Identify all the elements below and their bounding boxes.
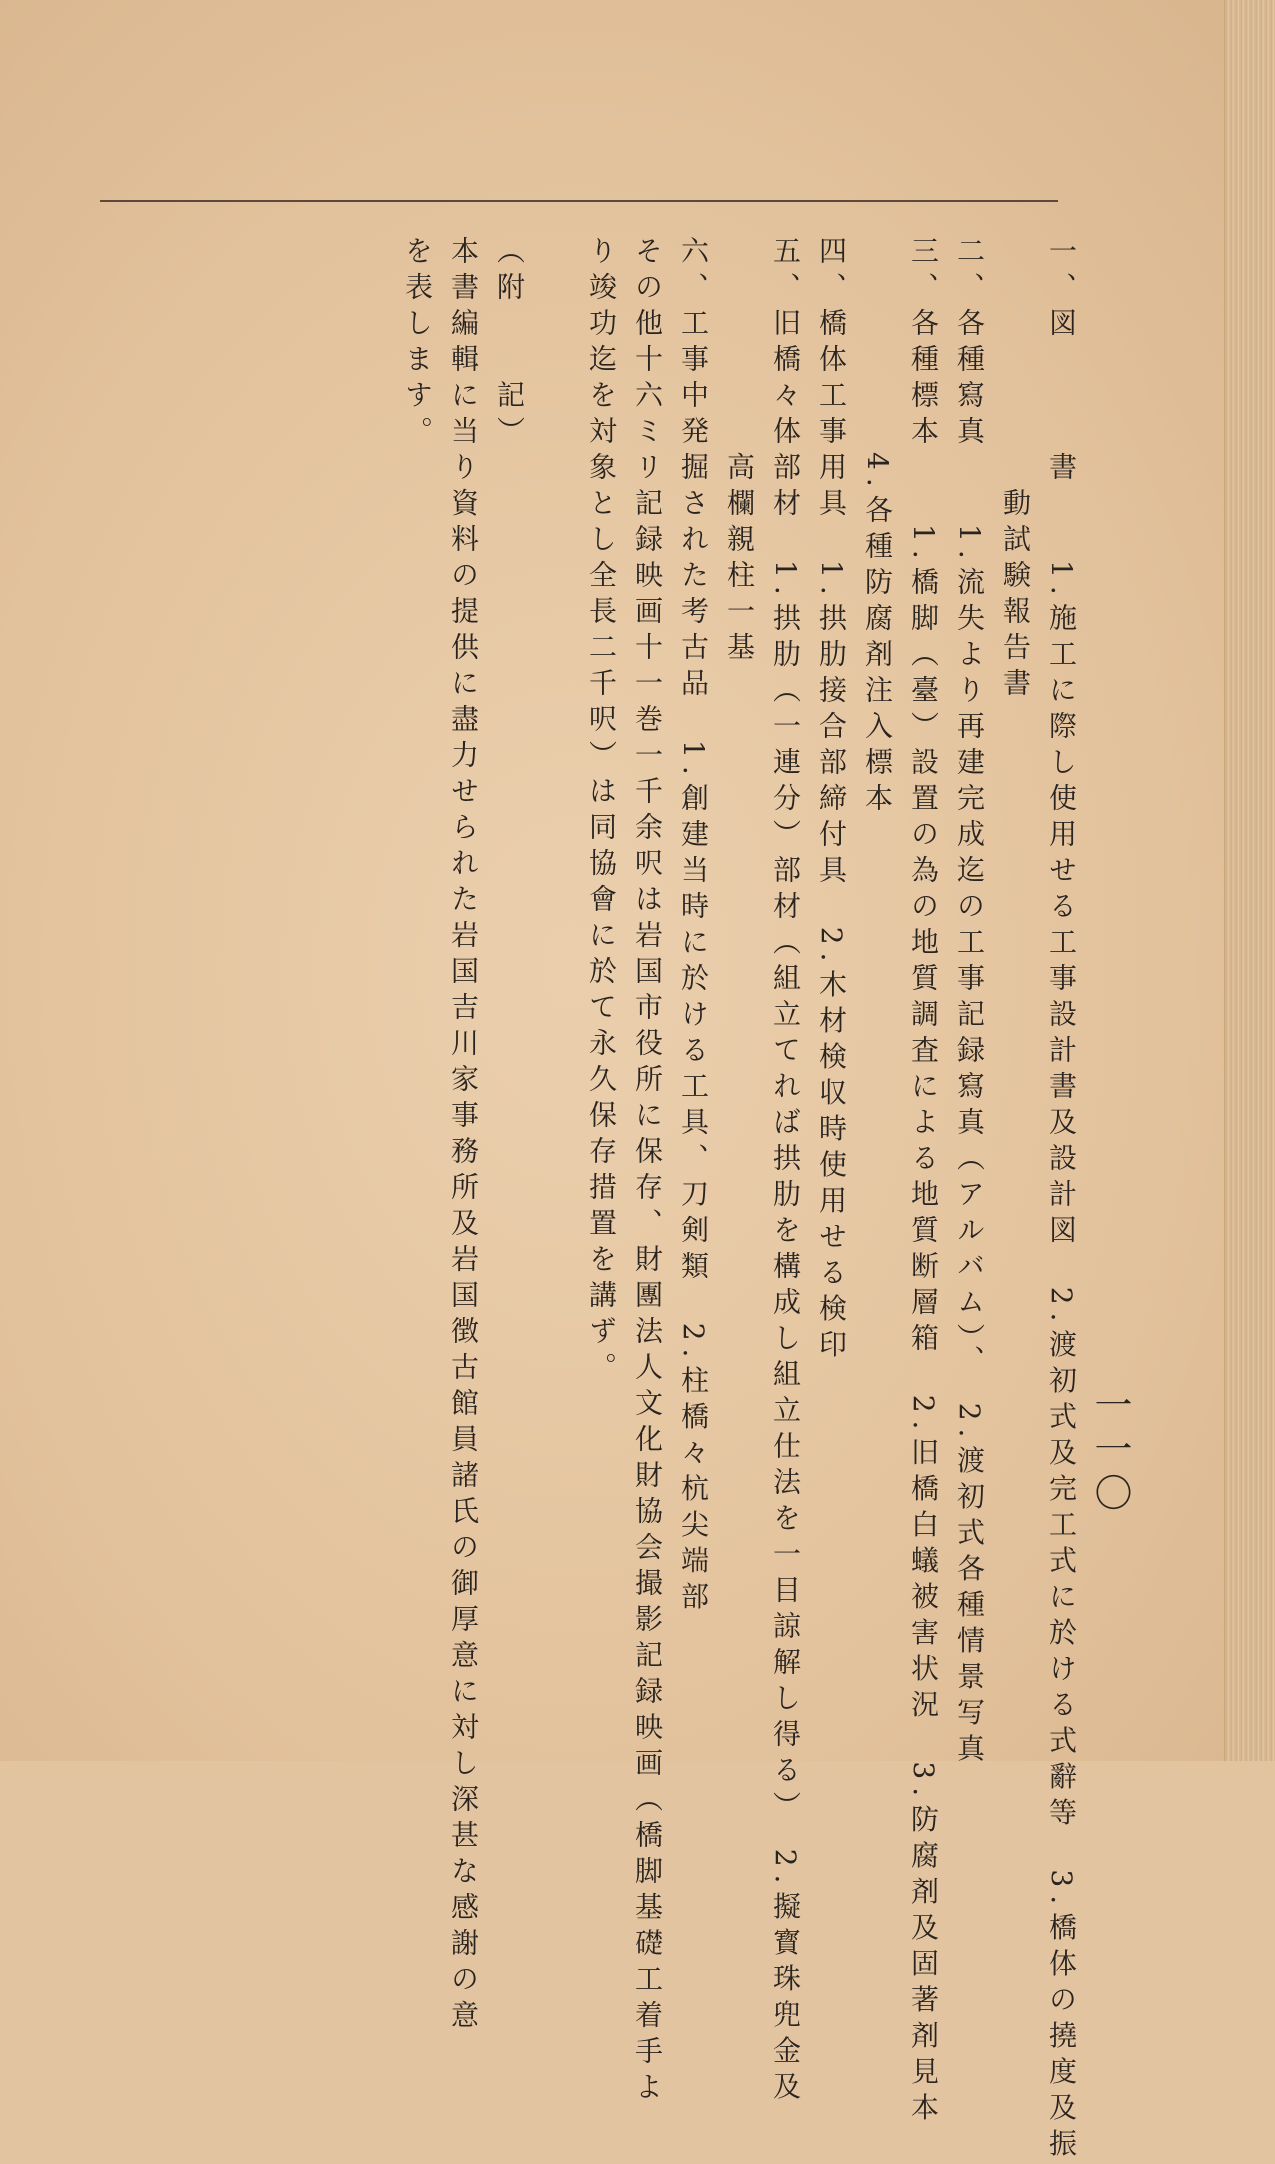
column-line: 動試験報告書 xyxy=(999,236,1032,704)
column-line: 二、各種寫真 1.流失より再建完成迄の工事記録寫真（アルバム）、 2.渡初式各種情景写真 xyxy=(953,236,986,1770)
column-line xyxy=(523,236,569,1716)
page-edges xyxy=(1224,0,1275,1761)
header-rule xyxy=(100,200,1058,202)
column-line: 一、図 書 1.施工に際し使用せる工事設計書及設計図 2.渡初式及完工式に於ける式辭等 3.橋体の撓度及振 xyxy=(1045,236,1078,2164)
column-line: 4.各種防腐剤注入標本 xyxy=(861,236,894,819)
column-line: 六、工事中発掘された考古品 1.創建当時に於ける工具、刀剣類 2.柱橋々杭尖端部 xyxy=(677,236,710,1618)
column-line: 三、各種標本 1.橋脚（臺）設置の為の地質調査による地質断層箱 2.旧橋白蟻被害状況 3.防腐剤及固著剤見本 xyxy=(907,236,940,2129)
column-line: を表します。 xyxy=(401,236,434,452)
column-line: （附 記） xyxy=(493,236,526,452)
page-number: 一一〇 xyxy=(1088,1385,1132,1517)
column-line: 五、旧橋々体部材 1.拱肋（一連分）部材（組立てれば拱肋を構成し組立仕法を一目諒解し得る） 2.擬寳珠兜金及 xyxy=(769,236,802,2108)
column-line: その他十六ミリ記録映画十一巻一千余呎は岩国市役所に保存、財團法人文化財協会撮影記録映画（橋脚基礎工着手よ xyxy=(631,236,664,2108)
vertical-text-block xyxy=(395,236,1078,2164)
column-line: 四、橋体工事用具 1.拱肋接合部締付具 2.木材検収時使用せる検印 xyxy=(815,236,848,1366)
column-line: 本書編輯に当り資料の提供に盡力せられた岩国吉川家事務所及岩国徴古館員諸氏の御厚意に対し深甚な感謝の意 xyxy=(447,236,480,2036)
column-line: り竣功迄を対象とし全長二千呎）は同協會に於て永久保存措置を講ず。 xyxy=(585,236,618,1388)
column-line: 高欄親柱一基 xyxy=(723,236,756,668)
